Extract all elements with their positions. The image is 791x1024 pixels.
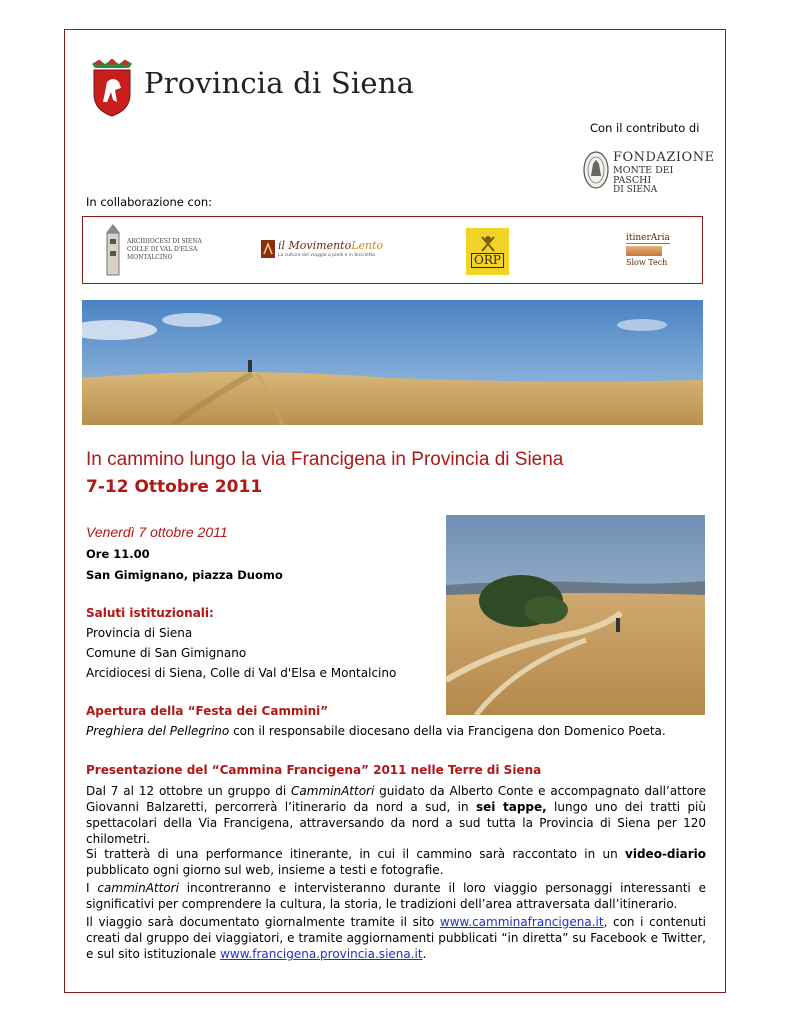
arcidiocesi-line2: COLLE DI VAL D'ELSA <box>127 246 198 253</box>
fondazione-line3: DI SIENA <box>613 185 658 195</box>
p2-text-c: pubblicato ogni giorno sul web, insieme a testi e fotografie. <box>86 863 444 877</box>
p3-camminattori: camminAttori <box>97 881 179 895</box>
tower-icon <box>103 223 123 277</box>
greetings-item: Provincia di Siena <box>86 626 193 640</box>
event-title: In cammino lungo la via Francigena in Provincia di Siena <box>86 449 564 470</box>
collaboration-label: In collaborazione con: <box>86 195 213 209</box>
provincia-crest-logo <box>87 58 137 118</box>
movimento-lento-icon <box>261 240 275 258</box>
orp-label: ORP <box>471 253 504 268</box>
opening-heading: Apertura della “Festa dei Cammini” <box>86 704 329 718</box>
movimento-name: il Movimento <box>278 239 352 252</box>
greetings-item: Comune di San Gimignano <box>86 646 247 660</box>
presentation-paragraph-2 <box>86 846 706 878</box>
movimento-tagline: La cultura del viaggio a piedi e in bicicletta <box>278 253 375 258</box>
fondazione-line1: FONDAZIONE <box>613 150 715 165</box>
itineraria-line2: Slow Tech <box>626 258 668 267</box>
itineraria-logo <box>626 233 670 267</box>
p2-video-diario: video-diario <box>625 847 706 861</box>
event-day: Venerdì 7 ottobre 2011 <box>86 524 228 540</box>
event-place: San Gimignano, piazza Duomo <box>86 568 283 582</box>
fondazione-mps-logo <box>583 150 715 195</box>
francigena-provincia-link[interactable]: www.francigena.provincia.siena.it <box>220 947 423 961</box>
presentation-paragraph-3 <box>86 880 706 912</box>
partner-logos-box <box>82 216 703 284</box>
arcidiocesi-logo <box>103 223 202 277</box>
banner-landscape-photo <box>82 300 703 425</box>
p1-camminattori: CamminAttori <box>291 784 375 798</box>
itineraria-banner-icon <box>626 246 662 256</box>
p1-sei-tappe: sei tappe, <box>475 800 547 814</box>
greetings-heading: Saluti istituzionali: <box>86 606 214 620</box>
p3-text-c: incontreranno e intervisteranno durante il loro viaggio personaggi interessanti e significativi per comprendere la cultura, la storia, le tradizioni dell’area attraversata dall’itinerario. <box>86 881 706 911</box>
page-title: Provincia di Siena <box>144 66 415 100</box>
event-dates: 7-12 Ottobre 2011 <box>86 477 263 497</box>
p4-text-b: , con i contenuti creati dal gruppo dei viaggiatori, e tramite aggiornamenti pubblicati “in diretta” su Facebook e Twitter, e sul sito istituzionale <box>86 915 706 961</box>
itineraria-line1: itinerAria <box>626 233 670 243</box>
countryside-road-photo <box>446 515 705 715</box>
papal-keys-icon <box>478 235 498 253</box>
camminafrancigena-link[interactable]: www.camminafrancigena.it <box>439 915 604 929</box>
contribution-label: Con il contributo di <box>590 121 700 135</box>
orp-logo <box>466 228 509 275</box>
p4-text-a: Il viaggio sarà documentato giornalmente tramite il sito <box>86 915 440 929</box>
greetings-item: Arcidiocesi di Siena, Colle di Val d'Elsa e Montalcino <box>86 666 397 680</box>
p3-text-a: I <box>86 881 98 895</box>
lento-name: Lento <box>351 239 384 252</box>
p1-text-a: Dal 7 al 12 ottobre un gruppo di <box>86 784 292 798</box>
presentation-paragraph-1 <box>86 783 706 847</box>
p4-text-c: . <box>422 947 427 961</box>
movimento-lento-logo <box>261 239 383 258</box>
event-time: Ore 11.00 <box>86 547 150 561</box>
prayer-title: Preghiera del Pellegrino <box>86 724 230 738</box>
prayer-line <box>86 724 666 738</box>
fondazione-line2: MONTE DEI PASCHI <box>613 165 674 186</box>
arcidiocesi-line1: ARCIDIOCESI DI SIENA <box>127 238 202 245</box>
presentation-heading: Presentazione del “Cammina Francigena” 2011 nelle Terre di Siena <box>86 763 542 777</box>
presentation-paragraph-4 <box>86 914 706 962</box>
prayer-rest: con il responsabile diocesano della via Francigena don Domenico Poeta. <box>229 724 666 738</box>
p1-text-e: lungo uno dei tratti più spettacolari della Via Francigena, attraversando da nord a sud tutta la Provincia di Siena per 120 chilometri. <box>86 800 707 846</box>
p2-text-a: Si tratterà di una performance itinerante, in cui il cammino sarà raccontato in un <box>86 847 626 861</box>
arcidiocesi-line3: MONTALCINO <box>127 254 173 261</box>
p1-text-c: guidato da Alberto Conte e accompagnato dall’attore Giovanni Balzaretti, percorrerà l’itinerario da nord a sud, in <box>86 784 706 814</box>
